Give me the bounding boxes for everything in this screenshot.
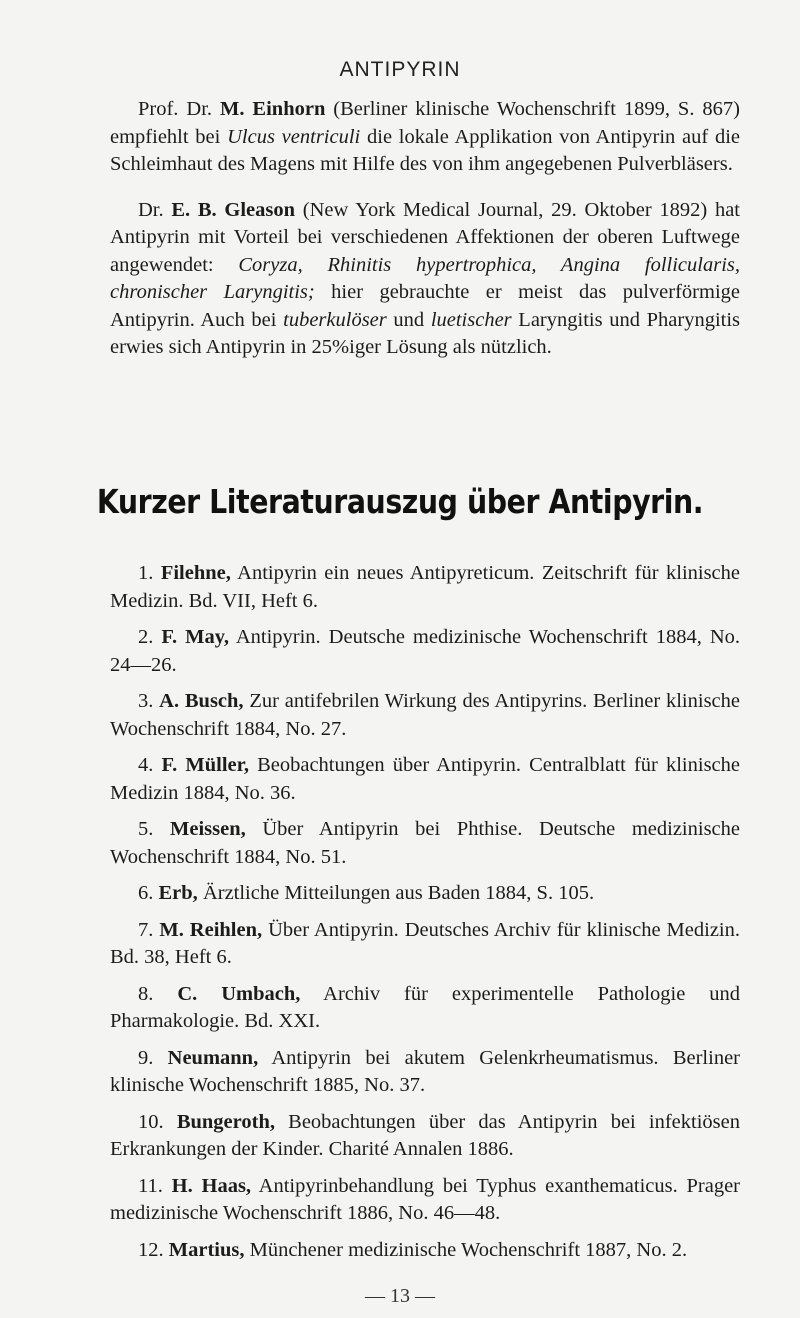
reference-text: Archiv für experimentelle Pathologie und Pharmakologie. Bd. XXI. [110,982,741,1032]
para1-lead: Prof. Dr. [138,98,220,120]
reference-number: 8. [138,982,154,1005]
reference-text: Über Antipyrin bei Phthise. Deutsche medizinische Wochenschrift 1884, No. 51. [110,818,740,868]
reference-author: Erb, [158,882,198,904]
para2-text-2: hier gebrauchte er meist das pulverförmige Antipyrin. Auch bei [110,281,740,331]
para2-italic-1: Coryza, Rhinitis hypertrophica, Angina follicularis, chronischer Laryngitis; [110,253,741,303]
reference-number: 12. [138,1238,164,1261]
reference-item [110,1173,740,1228]
reference-text: Antipyrin bei akutem Gelenkrheumatismus. Berliner klinische Wochenschrift 1885, No. 37. [110,1046,740,1096]
reference-author: Filehne, [160,562,231,584]
reference-item [110,981,740,1036]
reference-number: 10. [138,1110,164,1133]
reference-text: Zur antifebrilen Wirkung des Antipyrins. Berliner klinische Wochenschrift 1884, No. 27. [110,690,740,740]
reference-item [110,560,740,615]
reference-author: H. Haas, [171,1174,252,1197]
reference-number: 5. [138,818,154,840]
reference-text: Über Antipyrin. Deutsches Archiv für klinische Medizin. Bd. 38, Heft 6. [110,918,740,968]
reference-item [110,688,740,743]
para2-lead: Dr. [138,198,172,221]
reference-item [110,1045,740,1100]
para2-text-4: Laryngitis und Pharyngitis erwies sich Antipyrin in 25%iger Lösung als nützlich. [110,308,741,358]
section-heading: Kurzer Literaturauszug über Antipyrin. [96,482,704,521]
reference-text: Münchener medizinische Wochenschrift 1887, No. 2. [244,1238,688,1261]
reference-author: M. Reihlen, [159,918,263,941]
reference-number: 6. [138,882,154,904]
para1-text-2: die lokale Applikation von Antipyrin auf die Schleimhaut des Magens mit Hilfe des von ihm angegebenen Pulverbläsers. [110,125,740,175]
para1-text-1: (Berliner klinische Wochenschrift 1899, S. 867) empfiehlt bei [110,98,740,148]
reference-text: Antipyrinbehandlung bei Typhus exanthematicus. Prager medizinische Wochenschrift 1886, No. 46—48. [110,1174,741,1224]
reference-number: 3. [138,690,154,712]
reference-author: Martius, [168,1238,245,1261]
paragraph-gleason [110,197,740,362]
reference-author: Neumann, [167,1046,259,1069]
reference-item [110,917,740,972]
reference-list [110,560,740,1273]
reference-item [110,624,740,679]
page-number: — 13 — [365,1285,435,1307]
reference-text: Antipyrin. Deutsche medizinische Wochenschrift 1884, No. 24—26. [110,626,741,676]
para2-text-3: und [386,308,431,331]
para1-author: M. Einhorn [219,98,326,120]
reference-author: Bungeroth, [176,1110,275,1133]
para2-italic-2: tuberkulöser [283,308,387,331]
paragraph-einhorn [110,96,740,179]
body-text [110,96,740,380]
reference-number: 9. [138,1046,154,1069]
reference-item [110,1109,740,1164]
reference-text: Beobachtungen über Antipyrin. Centralblatt für klinische Medizin 1884, No. 36. [110,754,741,804]
reference-number: 4. [138,754,154,776]
reference-author: A. Busch, [159,690,244,712]
para2-text-1: (New York Medical Journal, 29. Oktober 1892) hat Antipyrin mit Vorteil bei verschiedenen Affektionen der oberen Luftwege angewendet: [110,198,741,276]
reference-item [110,1237,740,1265]
reference-number: 2. [138,626,154,648]
reference-text: Beobachtungen über das Antipyrin bei infektiösen Erkrankungen der Kinder. Charité Annalen 1886. [110,1110,740,1160]
para1-italic: Ulcus ventriculi [227,125,361,148]
reference-author: F. Müller, [161,754,249,776]
reference-text: Ärztliche Mitteilungen aus Baden 1884, S. 105. [197,882,595,904]
reference-number: 11. [138,1174,163,1197]
reference-number: 1. [138,562,154,584]
reference-author: Meissen, [170,818,246,840]
para2-italic-3: luetischer [430,308,512,331]
reference-item [110,752,740,807]
para2-author: E. B. Gleason [171,198,296,221]
reference-author: C. Umbach, [177,982,301,1005]
reference-number: 7. [138,918,154,941]
reference-text: Antipyrin ein neues Antipyreticum. Zeitschrift für klinische Medizin. Bd. VII, Heft 6. [110,562,741,612]
reference-item [110,880,740,908]
reference-author: F. May, [161,626,229,648]
reference-item [110,816,740,871]
running-head: ANTIPYRIN [339,58,461,81]
